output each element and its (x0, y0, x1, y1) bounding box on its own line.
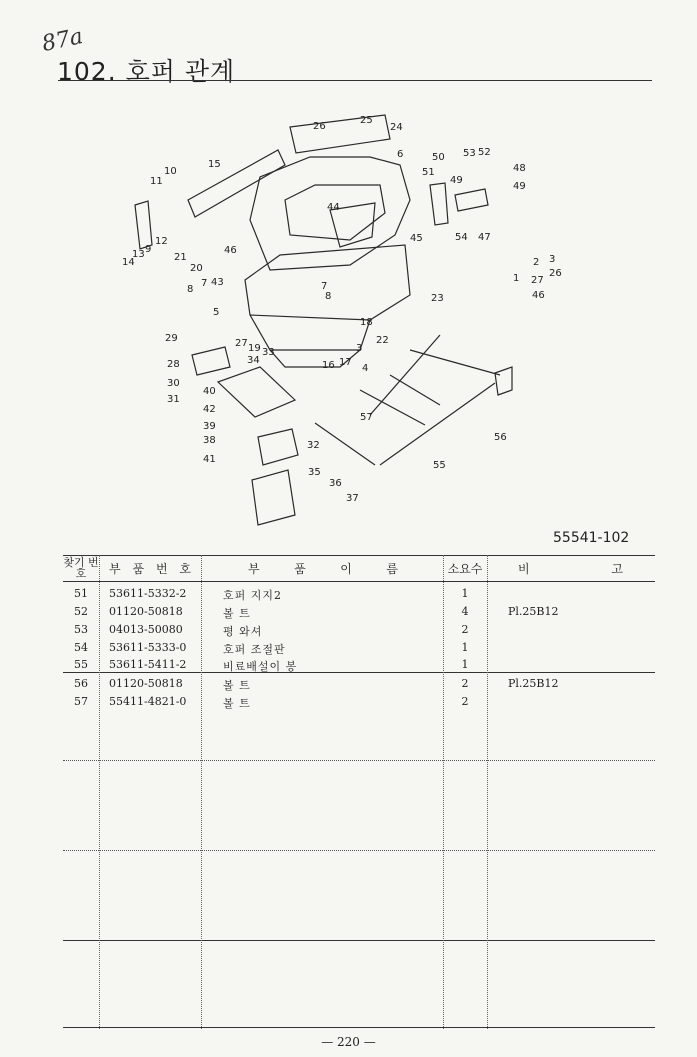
plate-40 (218, 367, 295, 417)
row-qty: 2 (461, 623, 469, 636)
header-part-number (109, 555, 191, 581)
lid-cover-plate (290, 115, 390, 153)
row-no: 56 (74, 677, 88, 690)
row-part-number: 01120-50818 (109, 677, 183, 690)
svg-text:48: 48 (513, 163, 526, 174)
row-part-name: 평 와셔 (223, 625, 263, 638)
svg-text:17: 17 (339, 357, 352, 368)
svg-text:18: 18 (360, 317, 373, 328)
header-part-name (248, 555, 398, 581)
row-part-name: 볼 트 (223, 607, 251, 620)
row-no: 51 (74, 587, 88, 600)
row-no: 57 (74, 695, 88, 708)
frame-rods (315, 335, 500, 465)
header-no: 찾기 번호 (63, 556, 99, 580)
row-qty: 1 (461, 658, 469, 671)
svg-text:38: 38 (203, 435, 216, 446)
svg-text:28: 28 (167, 359, 180, 370)
svg-text:49: 49 (513, 181, 526, 192)
svg-text:39: 39 (203, 421, 216, 432)
row-qty: 2 (461, 695, 469, 708)
svg-text:53: 53 (463, 148, 476, 159)
exploded-parts-diagram (100, 105, 562, 525)
cover-sheet (188, 150, 285, 217)
hopper-bottom (250, 315, 370, 350)
header-char: 비 (518, 561, 530, 576)
svg-text:5: 5 (213, 307, 220, 318)
svg-text:46: 46 (224, 245, 237, 256)
svg-text:33: 33 (262, 347, 275, 358)
header-char: 이 (340, 561, 352, 576)
svg-text:15: 15 (208, 159, 221, 170)
small-box (258, 429, 298, 465)
title-rule (58, 80, 652, 81)
svg-text:31: 31 (167, 394, 180, 405)
row-part-number: 53611-5333-0 (109, 641, 187, 654)
svg-text:7: 7 (321, 281, 328, 292)
svg-text:26: 26 (313, 121, 326, 132)
header-char: 고 (611, 561, 623, 576)
header-char: 부 (109, 561, 121, 576)
frame-end-plate (495, 367, 512, 395)
table-group-rule (63, 940, 655, 941)
handwritten-note: 87a (39, 23, 86, 58)
svg-text:13: 13 (132, 249, 145, 260)
svg-text:22: 22 (376, 335, 389, 346)
svg-text:8: 8 (325, 291, 332, 302)
row-no: 53 (74, 623, 88, 636)
row-no: 52 (74, 605, 88, 618)
row-remark: Pl.25B12 (508, 605, 559, 618)
row-part-number: 53611-5332-2 (109, 587, 187, 600)
svg-text:41: 41 (203, 454, 216, 465)
table-row (63, 656, 655, 674)
svg-text:56: 56 (494, 432, 507, 443)
row-no: 55 (74, 658, 88, 671)
svg-text:32: 32 (307, 440, 320, 451)
svg-text:1: 1 (513, 273, 520, 284)
svg-text:24: 24 (390, 122, 403, 133)
table-row (63, 675, 655, 693)
adjust-plate (455, 189, 488, 211)
svg-text:43: 43 (211, 277, 224, 288)
table-row (63, 639, 655, 657)
svg-text:47: 47 (478, 232, 491, 243)
header-char: 름 (386, 561, 398, 576)
table-row (63, 621, 655, 639)
svg-text:36: 36 (329, 478, 342, 489)
svg-text:55: 55 (433, 460, 446, 471)
header-char: 부 (248, 561, 260, 576)
row-qty: 4 (461, 605, 469, 618)
callout-labels (122, 115, 562, 504)
svg-text:46: 46 (532, 290, 545, 301)
svg-text:3: 3 (549, 254, 556, 265)
row-qty: 2 (461, 677, 469, 690)
right-bracket (430, 183, 448, 225)
row-part-number: 55411-4821-0 (109, 695, 187, 708)
row-part-name: 호퍼 지지2 (223, 589, 282, 602)
svg-text:8: 8 (187, 284, 194, 295)
svg-text:27: 27 (531, 275, 544, 286)
svg-text:37: 37 (346, 493, 359, 504)
header-char: 번 (155, 561, 168, 576)
row-qty: 1 (461, 641, 469, 654)
page-number: — 220 — (321, 1035, 376, 1049)
svg-text:4: 4 (362, 363, 369, 374)
svg-text:29: 29 (165, 333, 178, 344)
svg-text:34: 34 (247, 355, 260, 366)
svg-text:30: 30 (167, 378, 180, 389)
header-qty: 소요수 (447, 561, 483, 576)
svg-text:42: 42 (203, 404, 216, 415)
svg-text:52: 52 (478, 147, 491, 158)
svg-text:10: 10 (164, 166, 177, 177)
table-group-rule (63, 850, 655, 851)
row-no: 54 (74, 641, 88, 654)
table-row (63, 603, 655, 621)
bottom-box (252, 470, 295, 525)
table-group-rule (63, 760, 655, 761)
row-remark: Pl.25B12 (508, 677, 559, 690)
row-part-name: 볼 트 (223, 697, 251, 710)
svg-text:54: 54 (455, 232, 468, 243)
header-char: 품 (132, 561, 145, 576)
row-part-number: 53611-5411-2 (109, 658, 187, 671)
row-part-name: 볼 트 (223, 679, 251, 692)
row-part-number: 04013-50080 (109, 623, 183, 636)
row-part-name: 비료배설이 봉 (223, 660, 298, 673)
left-bracket (135, 201, 152, 249)
table-bottom-rule (63, 1027, 655, 1028)
header-remarks (518, 555, 623, 581)
svg-text:19: 19 (248, 343, 261, 354)
svg-text:27: 27 (235, 338, 248, 349)
svg-text:9: 9 (145, 244, 152, 255)
table-row (63, 693, 655, 711)
svg-text:44: 44 (327, 202, 340, 213)
svg-text:25: 25 (360, 115, 373, 126)
header-char: 품 (294, 561, 306, 576)
svg-text:21: 21 (174, 252, 187, 263)
row-part-name: 호퍼 조절판 (223, 643, 286, 656)
svg-text:40: 40 (203, 386, 216, 397)
svg-text:16: 16 (322, 360, 335, 371)
svg-text:12: 12 (155, 236, 168, 247)
svg-text:57: 57 (360, 412, 373, 423)
svg-text:2: 2 (533, 257, 540, 268)
row-part-number: 01120-50818 (109, 605, 183, 618)
page-title: 102. 호퍼 관계 (57, 57, 236, 86)
svg-text:49: 49 (450, 175, 463, 186)
plate-28 (192, 347, 230, 375)
table-header-rule (63, 581, 655, 582)
svg-text:23: 23 (431, 293, 444, 304)
hopper-lid (250, 157, 410, 270)
row-qty: 1 (461, 587, 469, 600)
svg-text:50: 50 (432, 152, 445, 163)
hopper-box (245, 245, 410, 320)
svg-text:26: 26 (549, 268, 562, 279)
svg-text:45: 45 (410, 233, 423, 244)
svg-text:20: 20 (190, 263, 203, 274)
svg-text:51: 51 (422, 167, 435, 178)
parts-table (63, 552, 655, 1029)
svg-text:11: 11 (150, 176, 163, 187)
svg-text:3: 3 (356, 343, 363, 354)
svg-text:6: 6 (397, 149, 404, 160)
diagram-code: 55541-102 (553, 530, 630, 546)
table-row (63, 585, 655, 603)
svg-text:35: 35 (308, 467, 321, 478)
header-char: 호 (179, 561, 191, 576)
svg-text:14: 14 (122, 257, 135, 268)
svg-text:7: 7 (201, 278, 208, 289)
